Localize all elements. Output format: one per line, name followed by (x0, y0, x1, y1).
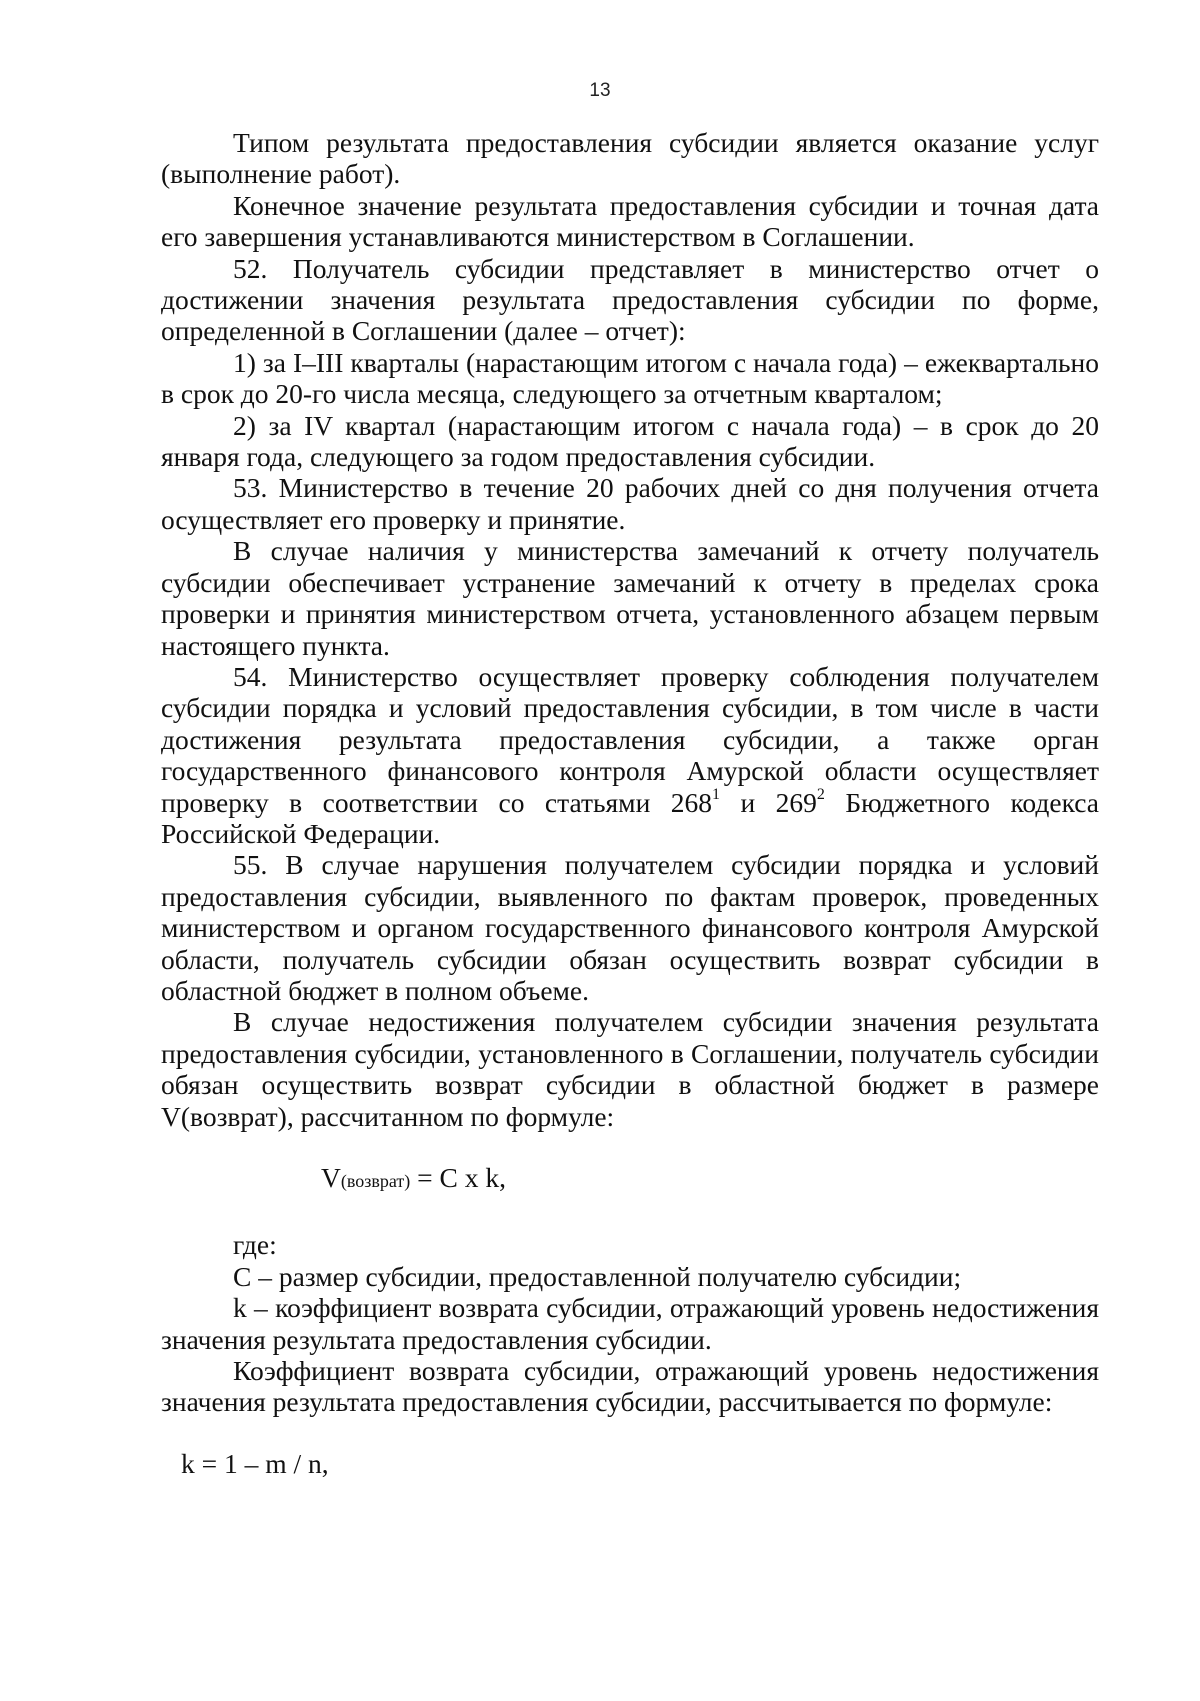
paragraph: Коэффициент возврата субсидии, отражающий уровень недостижения значения результата предоставления субсидии, рассчитывается по формуле: (161, 1355, 1099, 1418)
paragraph: Типом результата предоставления субсидии является оказание услуг (выполнение работ). (161, 127, 1099, 190)
footnote-superscript: 2 (816, 786, 825, 804)
paragraph-list-item-1: 1) за I–III кварталы (нарастающим итогом с начала года) – ежеквартально в срок до 20-го числа месяца, следующего за отчетным кварталом; (161, 346, 1099, 410)
formula-v-return (161, 1162, 1099, 1197)
formula-k: k = 1 – m / n, (181, 1447, 329, 1479)
paragraph: В случае наличия у министерства замечаний к отчету получатель субсидии обеспечивает устранение замечаний к отчету в пределах срока проверки и принятия министерством отчета, установленного абзацем первым настоящего пункта. (161, 535, 1099, 661)
definition-c: C – размер субсидии, предоставленной получателю субсидии; (233, 1260, 962, 1292)
paragraph-54-text: 54. Министерство осуществляет проверку соблюдения получателем субсидии порядка и условий предоставления субсидии, в том числе в части достижения результата предоставления субсидии, а также орган государственного финансового контроля Амурской области осуществляет проверку в соответствии со статьями 268 (161, 660, 1099, 818)
paragraph-55: 55. В случае нарушения получателем субсидии порядка и условий предоставления субсидии, выявленного по фактам проверок, проведенных министерством и органом государственного финансового контроля Амурской области, получатель субсидии обязан осуществить возврат субсидии в областной бюджет в полном объеме. (161, 849, 1099, 1006)
where-label: где: (233, 1229, 277, 1261)
paragraph: В случае недостижения получателем субсидии значения результата предоставления субсидии, установленного в Соглашении, получатель субсидии обязан осуществить возврат субсидии в областной бюджет в размере V(возврат), рассчитанном по формуле: (161, 1006, 1099, 1132)
document-body (161, 127, 1099, 1479)
paragraph-53: 53. Министерство в течение 20 рабочих дней со дня получения отчета осуществляет его проверку и принятие. (161, 472, 1099, 535)
formula-text: = C x k, (410, 1162, 506, 1193)
paragraph-54-text: Бюджетного кодекса Российской Федерации. (161, 786, 1099, 849)
paragraph: Конечное значение результата предоставления субсидии и точная дата его завершения устанавливаются министерством в Соглашении. (161, 189, 1099, 253)
paragraph-54 (161, 661, 1099, 849)
footnote-superscript: 1 (712, 786, 721, 804)
formula-text: V (321, 1162, 341, 1193)
definition-k: k – коэффициент возврата субсидии, отражающий уровень недостижения значения результата предоставления субсидии. (161, 1292, 1099, 1355)
paragraph-54-text: и 269 (720, 786, 817, 818)
formula-subscript: (возврат) (340, 1171, 411, 1191)
page-number: 13 (589, 80, 611, 101)
paragraph-list-item-2: 2) за IV квартал (нарастающим итогом с начала года) – в срок до 20 января года, следующего за годом предоставления субсидии. (161, 409, 1099, 473)
paragraph-52: 52. Получатель субсидии представляет в министерство отчет о достижении значения результата предоставления субсидии по форме, определенной в Соглашении (далее – отчет): (161, 252, 1099, 347)
